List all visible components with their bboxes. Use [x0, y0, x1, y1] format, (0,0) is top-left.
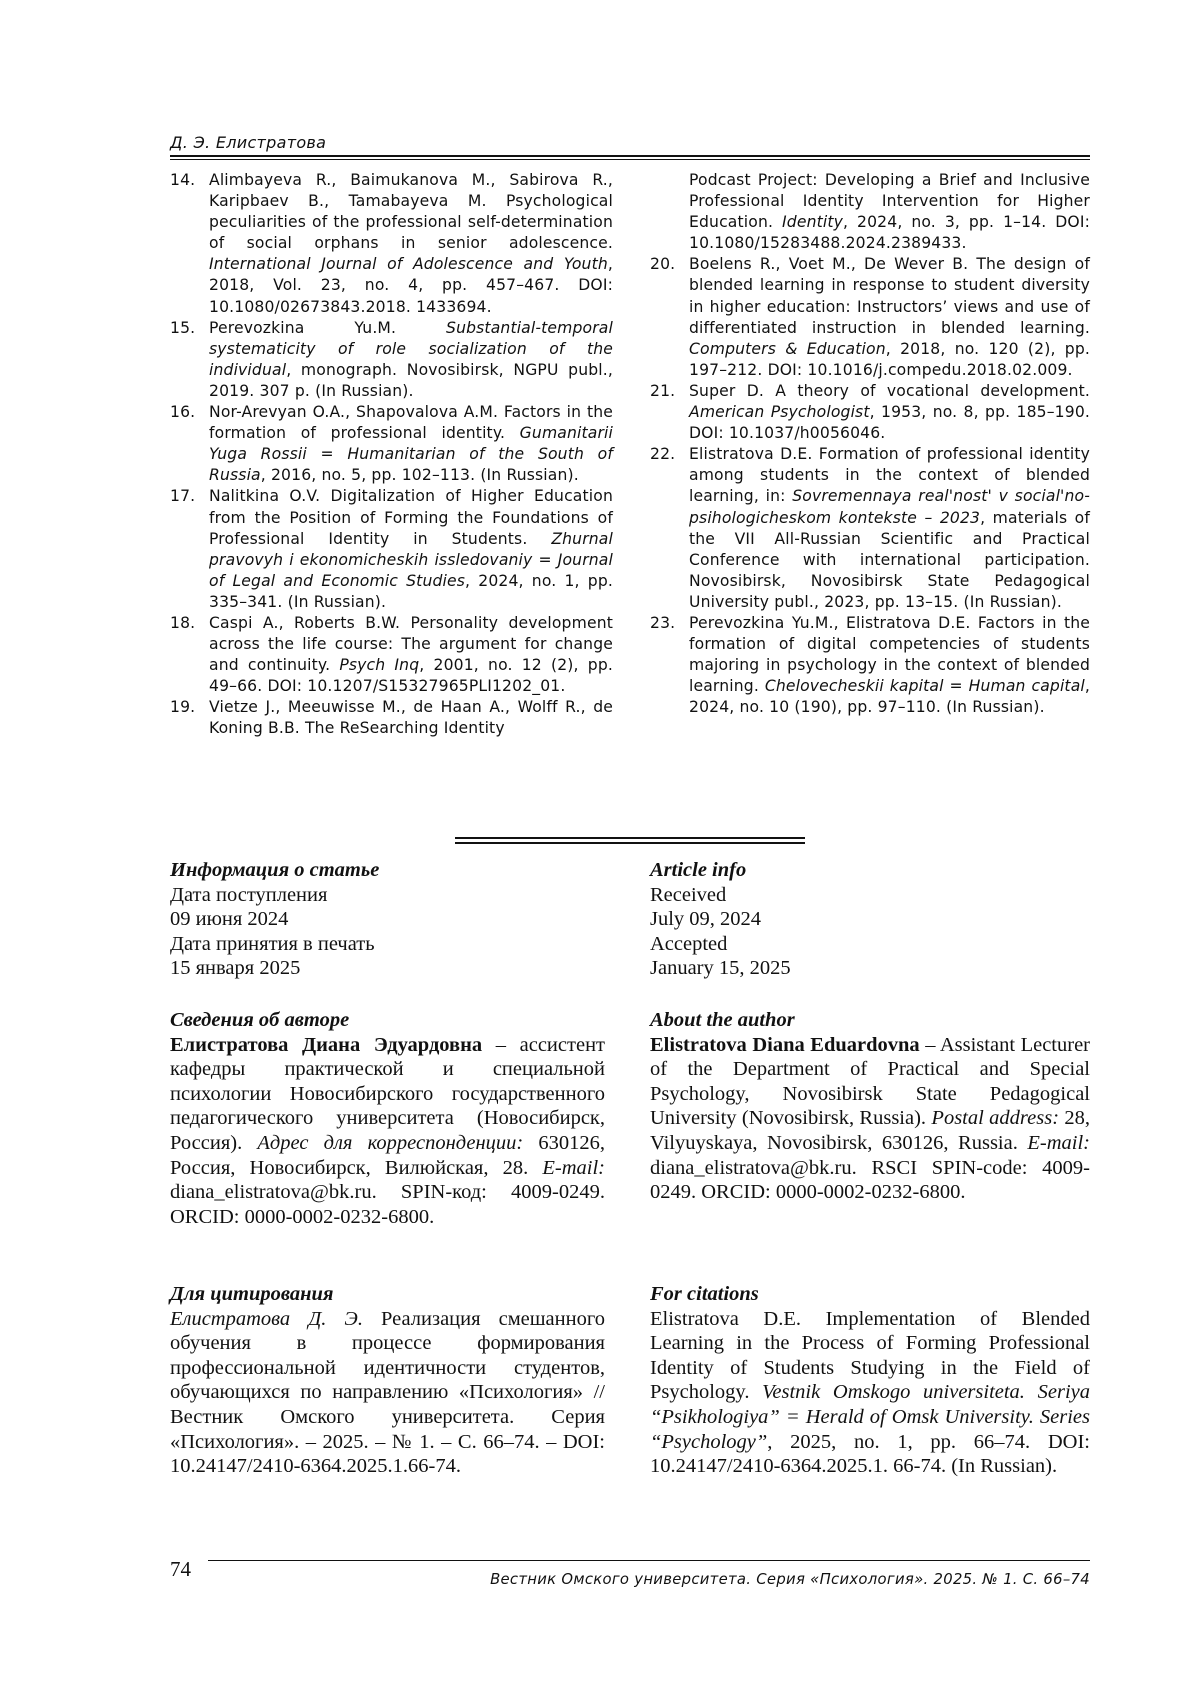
reference-item: 21. Super D. A theory of vocational development. American Psychologist, 1953, no. 8, pp. 185–190. DOI: 10.1037/h0056046.	[650, 381, 1090, 443]
author-name: Елистратова Диана Эдуардовна	[170, 1033, 483, 1056]
author-details: Елистратова Диана Эдуардовна – ассистент кафедры практической и специальной психологии Новосибирского государственного педагогического университета (Новосибирск, Россия). Адрес для корреспонденции: 630126, Россия, Новосибирск, Вилюйская, 28. E-mail: diana_elistratova@bk.ru. SPIN-код: 4009-0249. ORCID: 0000-0002-0232-6800.	[170, 1033, 606, 1228]
address-label: Postal address:	[931, 1107, 1060, 1130]
reference-number: 17.	[170, 487, 196, 506]
author-heading: Сведения об авторе	[170, 1009, 350, 1031]
page-number: 74	[170, 1557, 191, 1581]
reference-source: Identity	[782, 213, 843, 232]
reference-item: 18. Caspi A., Roberts B.W. Personality development across the life course: The argument for change and continuity. Psych Inq, 2001, no. 12 (2), pp. 49–66. DOI: 10.1207/S15327965PLI1202_01.	[170, 613, 613, 696]
reference-item: 22. Elistratova D.E. Formation of professional identity among students in the context of blended learning, in: Sovremennaya real'nost' v social'no-psihologicheskom kontekste – 2023, materials of the VII All-Russian Scientific and Practical Conference with international participation. Novosibirsk, Novosibirsk State Pedagogical University publ., 2023, pp. 13–15. (In Russian).	[650, 445, 1090, 611]
article-info-heading: Article info	[650, 859, 747, 881]
reference-number: 22.	[650, 445, 676, 464]
citation-text: Елистратова Д. Э. Реализация смешанного обучения в процессе формирования профессиональной идентичности студентов, обучающихся по направлению «Психология» // Вестник Омского университета. Серия «Психология». – 2025. – № 1. – С. 66–74. – DOI: 10.24147/2410-6364.2025.1.66-74.	[170, 1307, 605, 1478]
running-head: Д. Э. Елистратова	[170, 133, 327, 152]
reference-item: 17. Nalitkina O.V. Digitalization of Higher Education from the Position of Forming the Foundations of Professional Identity in Students. Zhurnal pravovyh i ekonomicheskih issledovaniy = Journal of Legal and Economic Studies, 2024, no. 1, pp. 335–341. (In Russian).	[170, 487, 613, 611]
references-left-column	[170, 170, 613, 740]
references-right-column	[650, 170, 1090, 718]
reference-source: Psych Inq	[339, 656, 420, 675]
article-info-heading: Информация о статье	[170, 859, 380, 881]
citation-heading: For citations	[650, 1283, 759, 1305]
footer-rule	[208, 1560, 1090, 1561]
received-date: July 09, 2024	[650, 908, 762, 931]
accepted-date: January 15, 2025	[650, 957, 791, 980]
citation-ru	[170, 1282, 605, 1479]
reference-number: 15.	[170, 318, 196, 337]
received-date: 09 июня 2024	[170, 908, 289, 931]
reference-number: 16.	[170, 403, 196, 422]
footer-journal-citation: Вестник Омского университета. Серия «Психология». 2025. № 1. С. 66–74	[490, 1571, 1090, 1588]
reference-item-continued: Podcast Project: Developing a Brief and Inclusive Professional Identity Intervention for Higher Education. Identity, 2024, no. 3, pp. 1–14. DOI: 10.1080/15283488.2024.2389433.	[689, 171, 1090, 253]
reference-number: 23.	[650, 613, 676, 632]
reference-item: 20. Boelens R., Voet M., De Wever B. The design of blended learning in response to student diversity in higher education: Instructors’ views and use of differentiated instruction in blended learning. Computers & Education, 2018, no. 120 (2), pp. 197–212. DOI: 10.1016/j.compedu.2018.02.009.	[650, 255, 1090, 379]
accepted-label: Accepted	[650, 932, 728, 955]
reference-source: Substantial-temporal systematicity of role socialization of the individual	[209, 318, 613, 379]
reference-source: Chelovecheskii kapital = Human capital	[764, 677, 1085, 696]
reference-item: 14. Alimbayeva R., Baimukanova M., Sabirova R., Karipbaev B., Tamabayeva M. Psychological peculiarities of the professional self-determination of social orphans in senior adolescence. International Journal of Adolescence and Youth, 2018, Vol. 23, no. 4, pp. 457–467. DOI: 10.1080/02673843.2018. 1433694.	[170, 171, 613, 316]
reference-item: 23. Perevozkina Yu.M., Elistratova D.E. Factors in the formation of digital competencies of students majoring in psychology in the context of blended learning. Chelovecheskii kapital = Human capital, 2024, no. 10 (190), pp. 97–110. (In Russian).	[650, 613, 1090, 717]
reference-source: Zhurnal pravovyh i ekonomicheskih issledovaniy = Journal of Legal and Economic Studies	[209, 529, 613, 590]
citation-author: Елистратова Д. Э.	[170, 1307, 363, 1330]
reference-source: International Journal of Adolescence and Youth	[209, 255, 608, 274]
accepted-date: 15 января 2025	[170, 957, 301, 980]
author-heading: About the author	[650, 1009, 795, 1031]
reference-item: 19. Vietze J., Meeuwisse M., de Haan A., Wolff R., de Koning B.B. The ReSearching Identity	[170, 698, 613, 738]
citation-en	[650, 1282, 1090, 1479]
reference-number: 20.	[650, 255, 676, 274]
citation-journal: Vestnik Omskogo universiteta. Seriya “Psikhologiya” = Herald of Omsk University. Series “Psychology”	[650, 1381, 1090, 1453]
reference-number: 19.	[170, 698, 196, 717]
author-en	[650, 1008, 1090, 1205]
reference-item: 16. Nor-Arevyan O.A., Shapovalova A.M. Factors in the formation of professional identity. Gumanitarii Yuga Rossii = Humanitarian of the South of Russia, 2016, no. 5, pp. 102–113. (In Russian).	[170, 403, 613, 485]
header-rule-thick	[170, 155, 1090, 157]
citation-heading: Для цитирования	[170, 1283, 334, 1305]
reference-source: Sovremennaya real'nost' v social'no-psihologicheskom kontekste – 2023	[689, 487, 1090, 527]
article-info-ru	[170, 858, 605, 981]
citation-text: Elistratova D.E. Implementation of Blended Learning in the Process of Forming Professional Identity of Students Studying in the Field of Psychology. Vestnik Omskogo universiteta. Seriya “Psikhologiya” = Herald of Omsk University. Series “Psychology”, 2025, no. 1, pp. 66–74. DOI: 10.24147/2410-6364.2025.1. 66-74. (In Russian).	[650, 1307, 1090, 1478]
reference-item: 15. Perevozkina Yu.M. Substantial-temporal systematicity of role socialization of the individual, monograph. Novosibirsk, NGPU publ., 2019. 307 p. (In Russian).	[170, 318, 613, 400]
reference-source: Computers & Education	[689, 339, 886, 358]
address-label: Адрес для корреспонденции:	[257, 1131, 524, 1154]
reference-source: American Psychologist	[689, 403, 870, 422]
section-divider-bottom	[455, 842, 805, 844]
reference-number: 14.	[170, 171, 196, 189]
reference-number: 18.	[170, 613, 196, 632]
email-label: E-mail:	[1027, 1131, 1090, 1154]
author-details: Elistratova Diana Eduardovna – Assistant Lecturer of the Department of Practical and Special Psychology, Novosibirsk State Pedagogical University (Novosibirsk, Russia). Postal address: 28, Vilyuyskaya, Novosibirsk, 630126, Russia. E-mail: diana_elistratova@bk.ru. RSCI SPIN-code: 4009-0249. ORCID: 0000-0002-0232-6800.	[650, 1033, 1090, 1204]
section-divider-top	[455, 837, 805, 839]
received-label: Дата поступления	[170, 883, 328, 906]
reference-number: 21.	[650, 381, 676, 400]
author-ru	[170, 1008, 605, 1229]
reference-source: Gumanitarii Yuga Rossii = Humanitarian of the South of Russia	[209, 424, 613, 485]
author-name: Elistratova Diana Eduardovna	[650, 1033, 920, 1056]
article-info-en	[650, 858, 1090, 981]
email-label: E-mail:	[542, 1156, 605, 1179]
received-label: Received	[650, 883, 727, 906]
accepted-label: Дата принятия в печать	[170, 932, 375, 955]
header-rule-thin	[170, 159, 1090, 160]
